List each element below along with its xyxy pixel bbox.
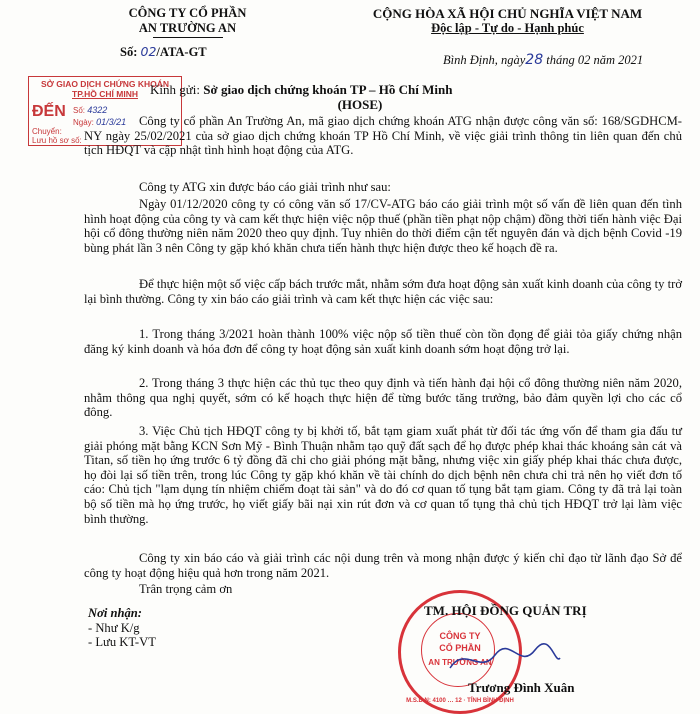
stamp-ngay-label: Ngày: [73,118,94,127]
body-item-3 [84,424,682,526]
recipient-item: - Lưu KT-VT [88,635,156,649]
paragraph-text: 1. Trong tháng 3/2021 hoàn thành 100% việc nộp số tiền thuế còn tồn đọng để giải tỏa giấy chứng nhận đăng ký kinh doanh và hóa đơn để công ty hoạt động sản xuất kinh doanh sớm hoạt động trở lại. [84,327,682,356]
document-date [443,52,643,68]
body-item-2 [84,376,682,420]
body-item-1 [84,327,682,356]
paragraph-text: Công ty cổ phần An Trường An, mã giao dịch chứng khoán ATG nhận được công văn số: 168/SGDHCM-NY ngày 25/02/2021 của sở giao dịch chứng khoán TP Hồ Chí Minh, về việc giải trình thông tin liên quan đến chủ tịch HĐQT và cập nhật tình hình hoạt động của ATG. [84,114,682,158]
stamp-den-label: ĐẾN [32,103,66,120]
header-underline [153,37,223,38]
recipient-name: Sở giao dịch chứng khoán TP – Hồ Chí Minh [203,82,453,97]
stamp-so-label: Số: [73,106,86,115]
body-paragraph-closing [84,551,682,580]
recipient-line [150,82,452,98]
paragraph-text: Công ty ATG xin được báo cáo giải trình như sau: [139,180,391,194]
body-paragraph-2 [84,180,682,195]
national-header [330,6,685,36]
country-name: CỘNG HÒA XÃ HỘI CHỦ NGHĨA VIỆT NAM [372,6,643,21]
date-suffix: tháng 02 năm 2021 [546,53,644,67]
issuer-header [100,6,275,38]
stamp-org-line2: TP.HỒ CHÍ MINH [72,89,138,99]
paragraph-text: Công ty xin báo cáo và giải trình các nội dung trên và mong nhận được ý kiến chỉ đạo từ lãnh đạo Sở để công ty hoạt động hiệu quả hơn trong năm 2021. [84,551,682,580]
signer-name: Trương Đình Xuân [468,680,575,695]
stamp-chuyen-row: Chuyển: [32,127,62,136]
company-line1: CÔNG TY CỔ PHẦN [128,6,247,20]
stamp-ngay-value: 01/3/21 [96,117,127,127]
paragraph-text: 3. Việc Chủ tịch HĐQT công ty bị khởi tố, bắt tạm giam xuất phát từ đối tác ứng vốn để tham gia đấu tư giải phóng mặt bằng KCN Sơn Mỹ - Bình Thuận nhằm tạo quỹ đất sạch để họ được phép khai thác khoáng sản cát và Titan, số tiền họ ứng trước 6 tỷ đồng đã chi cho giải phóng mặt bằng, nhưng việc xin giấy phép khai thác chưa được, họ đòi lại số tiền trên, trong lúc Công ty gặp khó khăn về tài chính do dịch bệnh nên chưa chi trả nên họ viết đơn tố cáo: Chủ tịch "lạm dụng tín nhiệm chiếm đoạt tài sản" và do đó cơ quan tố tụng bắt tạm giam. Công ty đã trả lại toàn bộ số tiền mà họ ứng trước, họ viết giấy bãi nại xin rút đơn và cơ quan tố tụng thả chủ tịch HĐQT trở lại làm việc bình thường. [84,424,682,526]
date-day: 28 [525,52,544,68]
national-motto: Độc lập - Tự do - Hạnh phúc [431,21,584,35]
noi-nhan-label: Nơi nhận: [88,606,143,620]
stamp-so-value: 4322 [87,105,108,115]
paragraph-text: Trân trọng cảm ơn [139,582,233,596]
date-prefix: Bình Định, ngày [443,53,526,67]
paragraph-text: 2. Trong tháng 3 thực hiện các thủ tục theo quy định và tiến hành đại hội cổ đông thường niên năm 2020, nhằm thông qua nghị quyết, sớm có kế hoạch thực hiện để từng bước tăng trưởng, bảo đảm quyền lợi cho các cổ đông. [84,376,682,420]
body-paragraph-3 [84,197,682,255]
seal-line1: CÔNG TY [439,631,481,641]
document-number [120,44,207,60]
body-paragraph-1 [84,114,682,158]
recipients-list [88,592,156,650]
body-thanks [84,582,682,597]
company-line2: AN TRƯỜNG AN [138,21,237,35]
kinh-gui-label: Kính gửi: [150,82,201,97]
paragraph-text: Để thực hiện một số việc cấp bách trước mắt, nhằm sớm đưa hoạt động sản xuất kinh doanh của công ty trở lại bình thường. Công ty xin báo cáo giải trình và cam kết thực hiện các việc sau: [84,277,682,306]
recipient-abbr: (HOSE) [337,97,383,112]
sign-title: TM. HỘI ĐỒNG QUẢN TRỊ [424,603,587,618]
seal-ring-text: M.S.D.N: 4100 … 12 · TỈNH BÌNH ĐỊNH [406,698,514,704]
so-number: 02 [140,44,157,59]
seal-line2: CỔ PHẦN [439,643,481,653]
body-paragraph-4 [84,277,682,306]
seal-line3: AN TRƯỜNG AN [428,658,492,667]
stamp-luu-row: Lưu hồ sơ số: [32,136,82,145]
stamp-org-line1: SỞ GIAO DỊCH CHỨNG KHOÁN [40,79,170,89]
recipient-item: - Như K/g [88,620,140,635]
handwritten-signature [445,640,565,678]
so-label: Số: [120,45,138,59]
paragraph-text: Ngày 01/12/2020 công ty có công văn số 17/CV-ATG báo cáo giải trình một số vấn đề liên quan đến tình hình hoạt động của công ty và cam kết thực hiện việc nộp thuế (phần tiền phạt nộp chậm) đồng thời tiến hành việc Đại hội cổ đông thường niên năm 2020 theo quy định. Tuy nhiên do thời điểm cận tết nguyên đán và dịch bệnh Covid -19 bùng phát lần 3 nên Công ty gặp khó khăn chưa tiến hành thực hiện được theo kế hoạch đề ra. [84,197,682,255]
so-suffix: /ATA-GT [156,45,207,59]
